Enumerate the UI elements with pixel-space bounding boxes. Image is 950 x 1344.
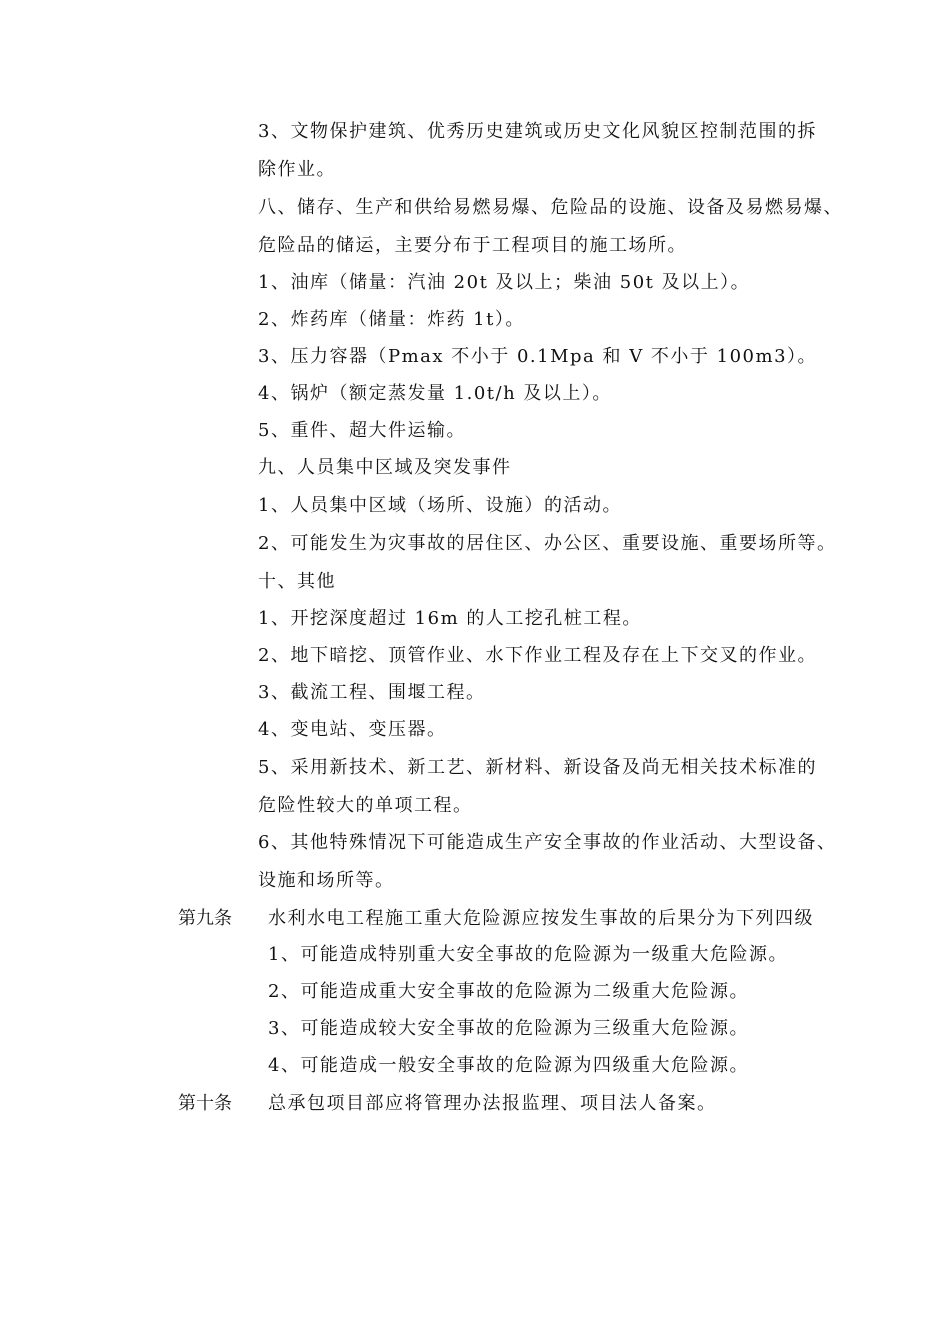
list-item: 3、截流工程、围堰工程。 [258, 682, 486, 703]
article-10-label: 第十条 [178, 1093, 232, 1114]
section-heading-9: 九、人员集中区域及突发事件 [258, 457, 512, 478]
article-9-text: 水利水电工程施工重大危险源应按发生事故的后果分为下列四级 [268, 908, 814, 929]
list-item: 6、其他特殊情况下可能造成生产安全事故的作业活动、大型设备、 [258, 832, 837, 853]
paragraph-line: 危险品的储运，主要分布于工程项目的施工场所。 [258, 235, 687, 256]
paragraph-line: 危险性较大的单项工程。 [258, 795, 473, 816]
list-item: 4、锅炉（额定蒸发量 1.0t/h 及以上）。 [258, 383, 612, 404]
section-heading-10: 十、其他 [258, 571, 336, 592]
paragraph-line: 设施和场所等。 [258, 870, 395, 891]
list-item: 2、炸药库（储量：炸药 1t）。 [258, 309, 525, 330]
paragraph-line: 3、文物保护建筑、优秀历史建筑或历史文化风貌区控制范围的拆 [258, 121, 817, 142]
paragraph-line: 除作业。 [258, 159, 336, 180]
list-item: 1、开挖深度超过 16m 的人工挖孔桩工程。 [258, 608, 642, 629]
list-item: 2、可能发生为灾事故的居住区、办公区、重要设施、重要场所等。 [258, 533, 837, 554]
list-item: 3、压力容器（Pmax 不小于 0.1Mpa 和 V 不小于 100m3）。 [258, 346, 818, 367]
list-item: 5、重件、超大件运输。 [258, 420, 466, 441]
list-item: 1、人员集中区域（场所、设施）的活动。 [258, 495, 622, 516]
list-item: 2、地下暗挖、顶管作业、水下作业工程及存在上下交叉的作业。 [258, 645, 817, 666]
list-item: 5、采用新技术、新工艺、新材料、新设备及尚无相关技术标准的 [258, 757, 817, 778]
article-9-item: 4、可能造成一般安全事故的危险源为四级重大危险源。 [268, 1055, 749, 1076]
article-9-item: 3、可能造成较大安全事故的危险源为三级重大危险源。 [268, 1018, 749, 1039]
section-heading-8: 八、储存、生产和供给易燃易爆、危险品的设施、设备及易燃易爆、 [258, 197, 843, 218]
list-item: 1、油库（储量：汽油 20t 及以上；柴油 50t 及以上）。 [258, 272, 751, 293]
article-9-label: 第九条 [178, 908, 232, 929]
article-10-text: 总承包项目部应将管理办法报监理、项目法人备案。 [268, 1093, 717, 1114]
article-9-item: 1、可能造成特别重大安全事故的危险源为一级重大危险源。 [268, 944, 788, 965]
article-9-item: 2、可能造成重大安全事故的危险源为二级重大危险源。 [268, 981, 749, 1002]
list-item: 4、变电站、变压器。 [258, 719, 447, 740]
